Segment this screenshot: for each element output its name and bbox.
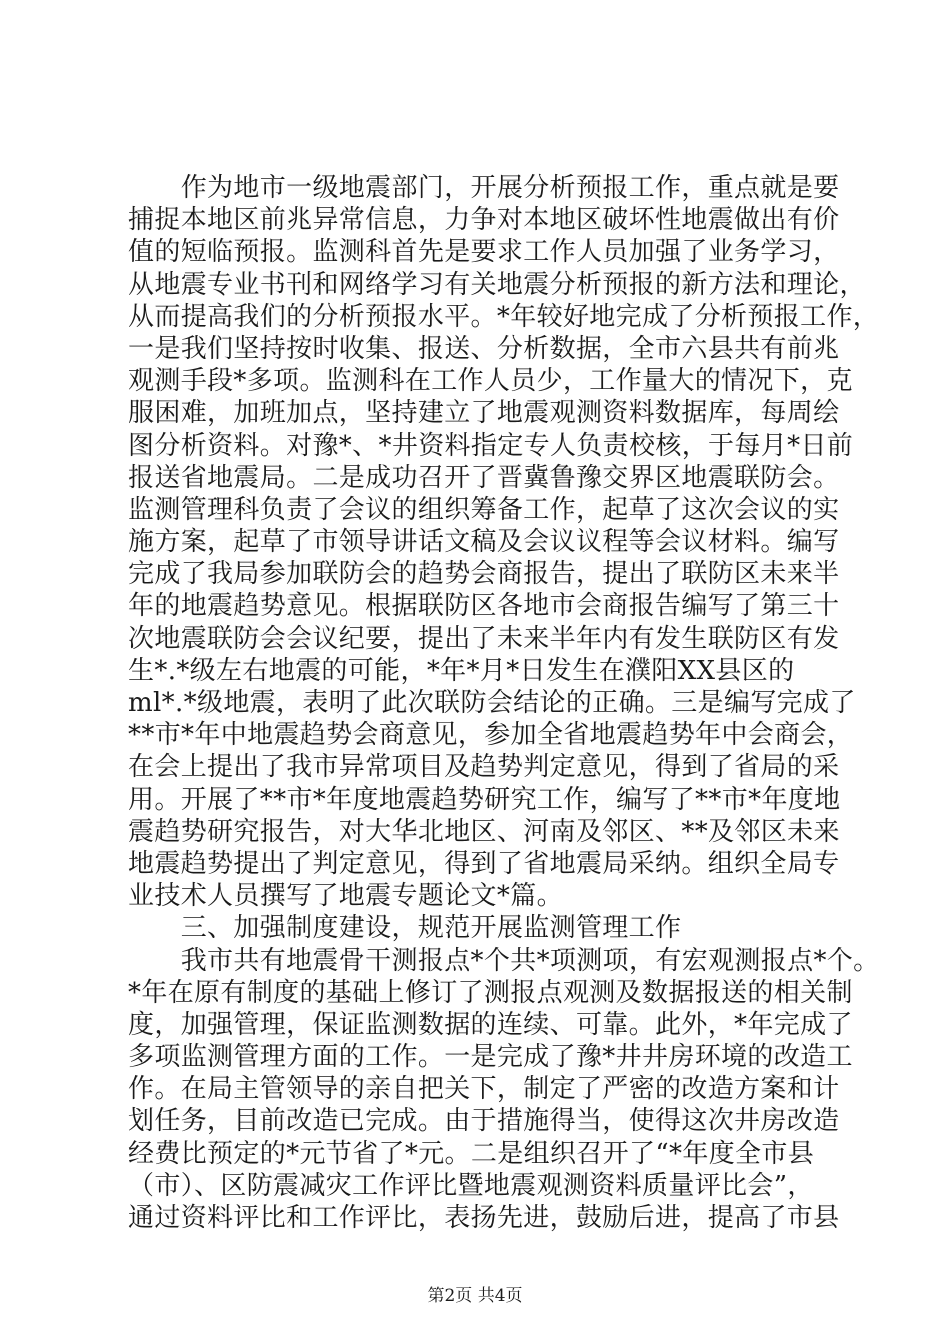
text-line: ml*.*级地震，表明了此次联防会结论的正确。三是编写完成了 <box>128 688 856 718</box>
text-line: 震趋势研究报告，对大华北地区、河南及邻区、**及邻区未来 <box>128 816 840 847</box>
body-text <box>128 172 880 1234</box>
text-line: 施方案，起草了市领导讲话文稿及会议议程等会议材料。编写 <box>128 527 840 558</box>
section-heading: 三、加强制度建设，规范开展监测管理工作 <box>128 913 682 944</box>
text-line: 完成了我局参加联防会的趋势会商报告，提出了联防区未来半 <box>128 559 840 590</box>
text-line: 划任务，目前改造已完成。由于措施得当，使得这次井房改造 <box>128 1106 840 1137</box>
text-line: 次地震联防会会议纪要，提出了未来半年内有发生联防区有发 <box>128 623 840 654</box>
page-indicator: 第2页 共4页 <box>427 1286 523 1306</box>
text-line: *年在原有制度的基础上修订了测报点观测及数据报送的相关制 <box>128 977 853 1008</box>
text-line: 我市共有地震骨干测报点*个共*项测项，有宏观测报点*个。 <box>128 945 880 976</box>
text-line: 值的短临预报。监测科首先是要求工作人员加强了业务学习， <box>128 237 840 268</box>
text-line: 在会上提出了我市异常项目及趋势判定意见，得到了省局的采 <box>128 752 840 783</box>
text-line: 通过资料评比和工作评比，表扬先进，鼓励后进，提高了市县 <box>128 1203 840 1233</box>
text-line: 从地震专业书刊和网络学习有关地震分析预报的新方法和理论， <box>128 269 866 300</box>
text-line: 年的地震趋势意见。根据联防区各地市会商报告编写了第三十 <box>128 591 840 622</box>
text-line: 经费比预定的*元节省了*元。二是组织召开了“*年度全市县 <box>128 1138 815 1169</box>
page-footer <box>0 1281 950 1306</box>
text-line: 服困难，加班加点，坚持建立了地震观测资料数据库，每周绘 <box>128 398 840 429</box>
text-line: 一是我们坚持按时收集、报送、分析数据，全市六县共有前兆 <box>128 333 840 364</box>
text-line: 图分析资料。对豫*、*井资料指定专人负责校核，于每月*日前 <box>128 430 854 461</box>
text-line: 度，加强管理，保证监测数据的连续、可靠。此外，*年完成了 <box>128 1009 853 1040</box>
text-line: **市*年中地震趋势会商意见，参加全省地震趋势年中会商会， <box>128 720 854 751</box>
text-line: 业技术人员撰写了地震专题论文*篇。 <box>128 881 563 912</box>
text-line: 捕捉本地区前兆异常信息，力争对本地区破坏性地震做出有价 <box>128 205 840 236</box>
text-line: 监测管理科负责了会议的组织筹备工作，起草了这次会议的实 <box>128 494 840 525</box>
text-line: 作为地市一级地震部门，开展分析预报工作，重点就是要 <box>128 173 840 203</box>
text-line: 多项监测管理方面的工作。一是完成了豫*井井房环境的改造工 <box>128 1042 853 1073</box>
text-line: 作。在局主管领导的亲自把关下，制定了严密的改造方案和计 <box>128 1074 840 1105</box>
text-line: 观测手段*多项。监测科在工作人员少，工作量大的情况下，克 <box>128 366 853 397</box>
text-line: （市）、区防震减灾工作评比暨地震观测资料质量评比会”， <box>128 1170 814 1201</box>
text-line: 生*.*级左右地震的可能，*年*月*日发生在濮阳XX县区的 <box>128 655 795 686</box>
text-line: 报送省地震局。二是成功召开了晋冀鲁豫交界区地震联防会。 <box>128 462 840 493</box>
text-line: 地震趋势提出了判定意见，得到了省地震局采纳。组织全局专 <box>128 848 840 879</box>
text-line: 用。开展了**市*年度地震趋势研究工作，编写了**市*年度地 <box>128 784 841 815</box>
text-line: 从而提高我们的分析预报水平。*年较好地完成了分析预报工作， <box>128 301 880 332</box>
